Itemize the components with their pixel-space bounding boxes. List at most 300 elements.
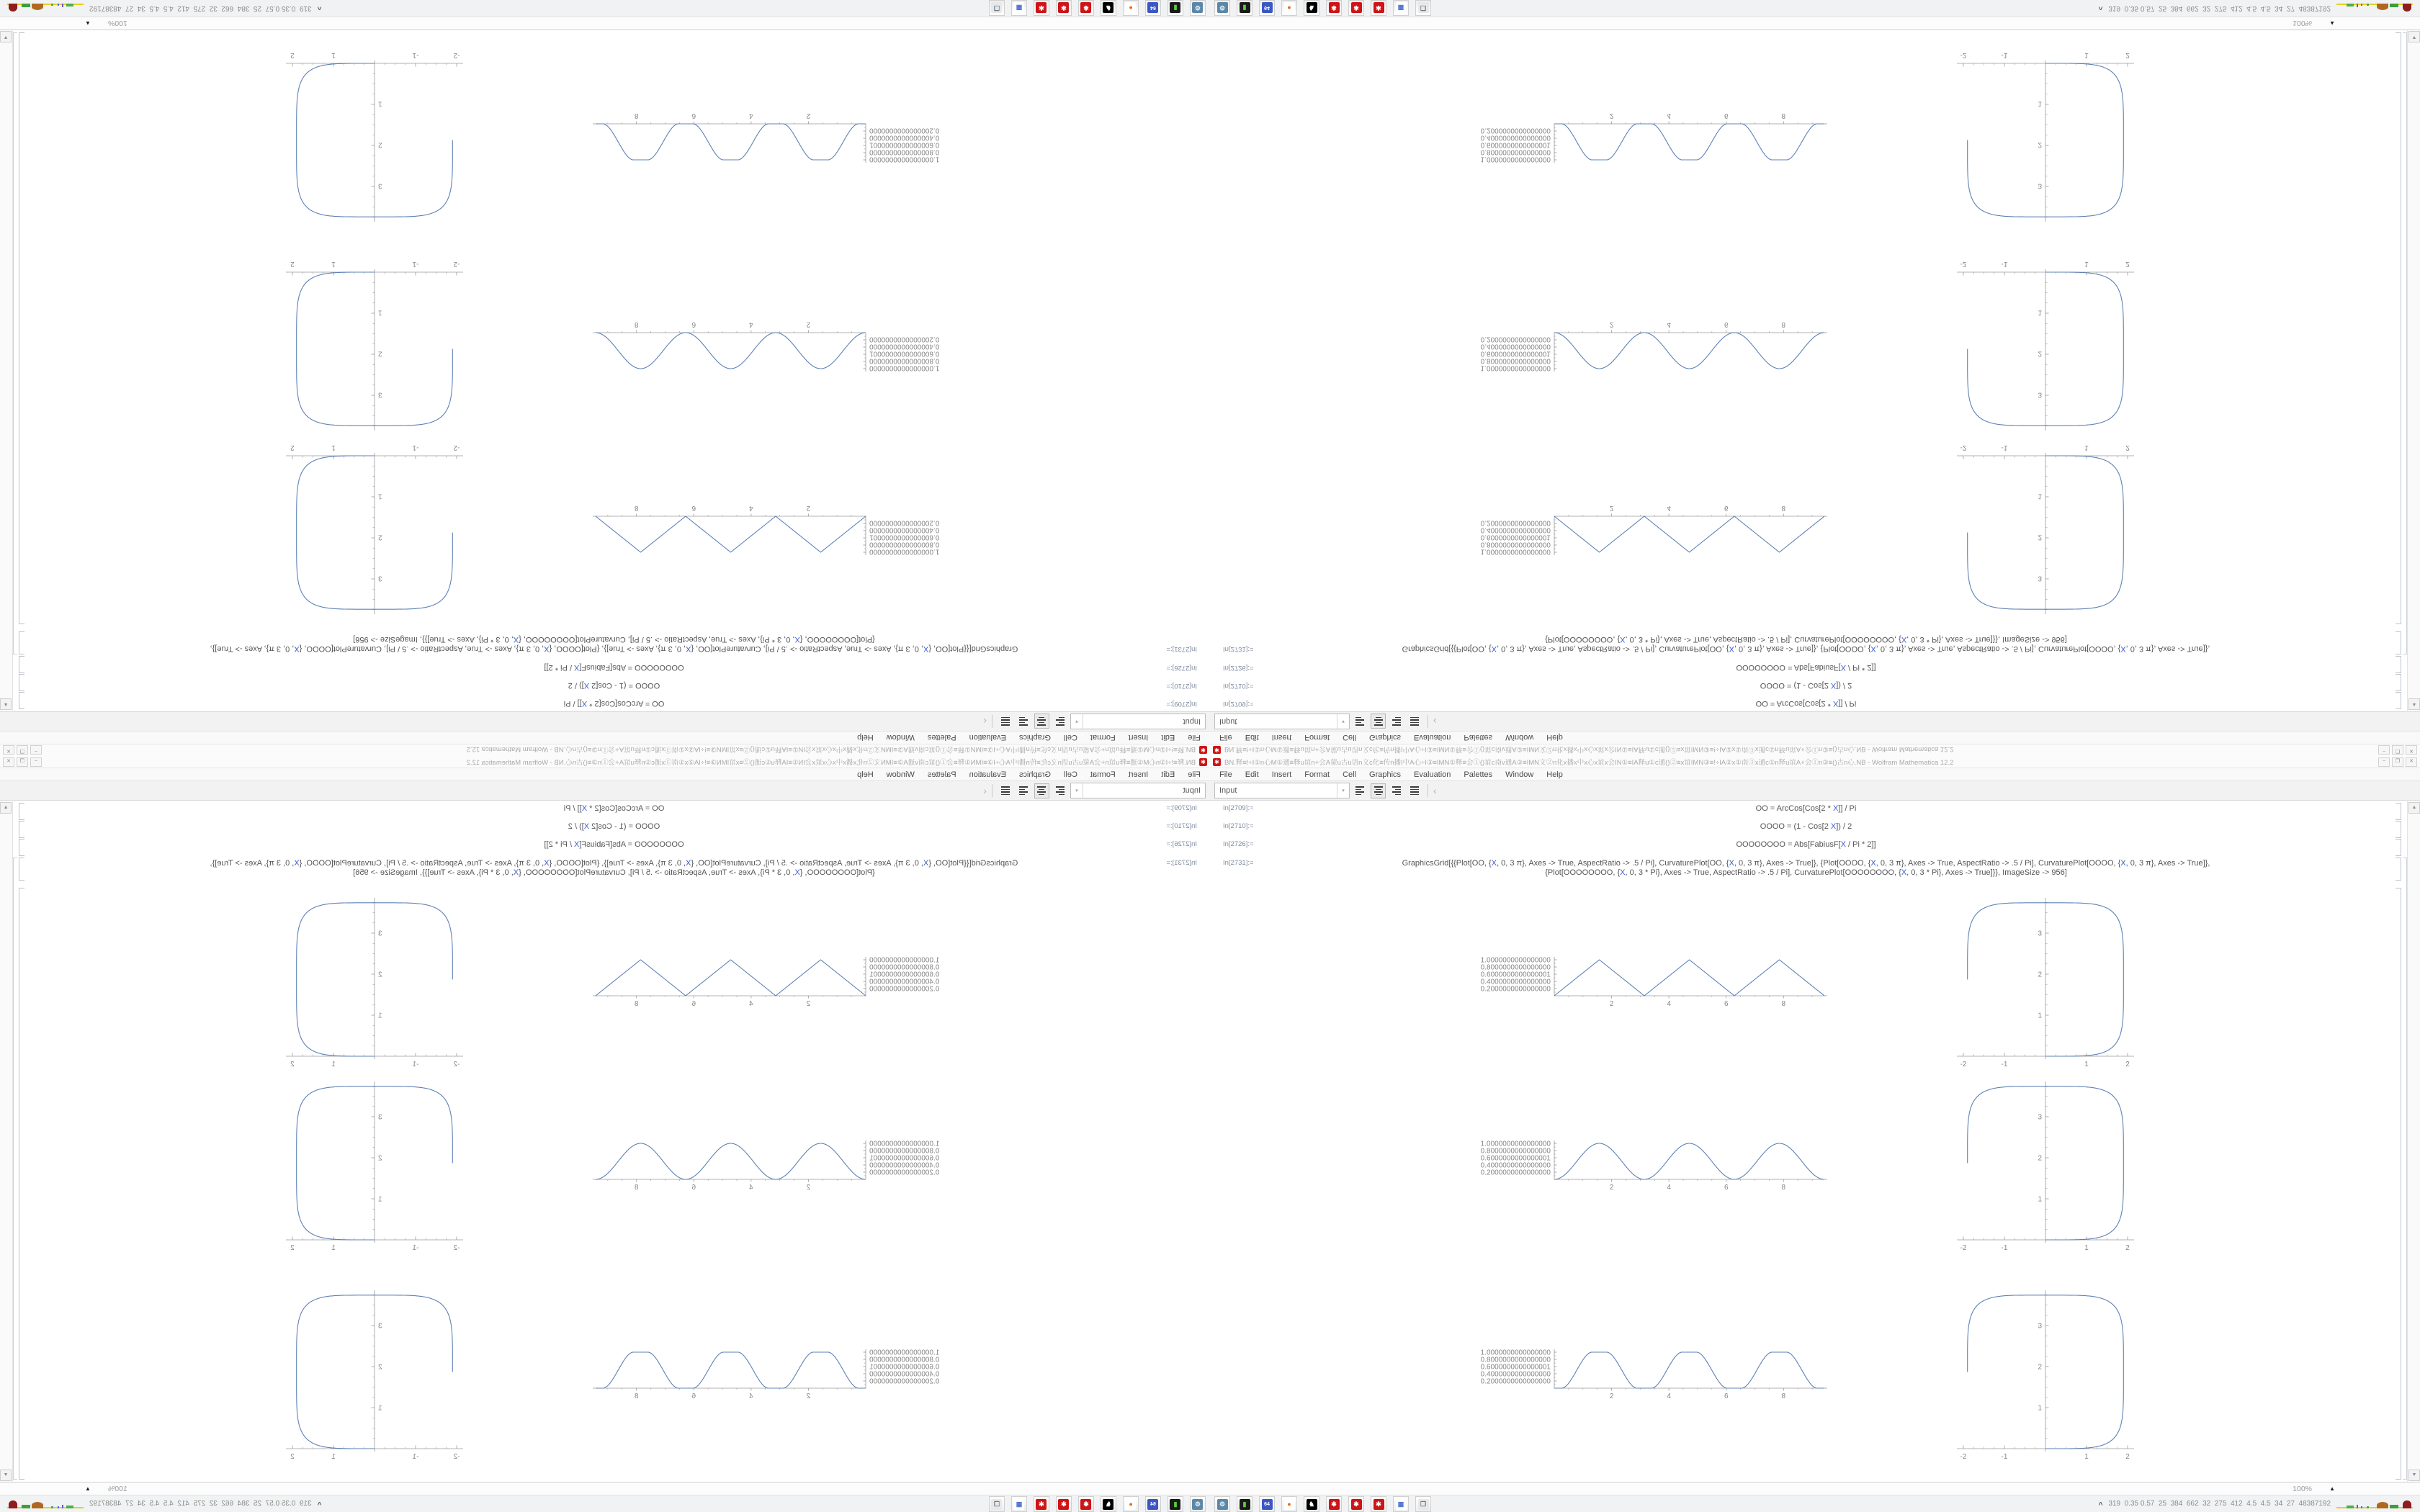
svg-text:8: 8 [634,504,639,512]
menu-graphics[interactable]: Graphics [1369,733,1402,742]
mathematica-2-icon[interactable] [1348,0,1364,16]
svg-text:0.6000000000000001: 0.6000000000000001 [869,349,940,358]
svg-text:2: 2 [378,349,382,358]
align-justify-button[interactable] [998,783,1013,798]
svg-text:0.4000000000000000: 0.4000000000000000 [1480,978,1551,986]
minimize-button[interactable]: − [2378,746,2390,755]
window-status-strip [0,1482,1210,1495]
align-justify-button[interactable] [998,714,1013,729]
svg-text:0.2000000000000000: 0.2000000000000000 [1480,1169,1551,1177]
display-settings-icon[interactable] [1190,0,1206,16]
terminal-icon[interactable] [1237,0,1252,16]
terminal-glyph: ▮ [1240,1499,1250,1510]
window-manager-icon[interactable] [989,1496,1005,1512]
svg-text:6: 6 [691,1000,696,1008]
cell-bracket[interactable] [2396,631,2401,654]
maximize-button[interactable]: ❐ [17,746,28,755]
svg-text:-1: -1 [2001,51,2008,59]
magnification-menu-icon[interactable]: ▲ [2329,20,2335,27]
align-left-button[interactable] [1353,783,1368,798]
svg-text:1: 1 [331,444,336,451]
mathematica-3-icon[interactable] [1034,1496,1049,1512]
triangle-wave-plot [587,494,951,562]
calculator-icon[interactable] [1011,1496,1027,1512]
cell-code[interactable]: OOOOOOOO = Abs[FabiusF[X / Pi * 2]] [1736,840,1876,849]
svg-text:-1: -1 [412,1061,419,1068]
menu-edit[interactable]: Edit [1161,733,1175,742]
menu-evaluation[interactable]: Evaluation [969,733,1006,742]
scroll-down-icon[interactable]: ▼ [2408,1470,2420,1481]
maximize-button[interactable]: ❐ [2392,757,2403,767]
cell-code[interactable]: GraphicsGrid[{{Plot[OO, {X, 0, 3 π}, Axes -> True, AspectRatio -> .5 / Pi], CurvaturePlot[OO, {X, 0, 3 π}, Axes -> True]}, {Plot[OOOO, {X, 0, 3 π}, Axes -> True, AspectRatio -> .5 / Pi], CurvaturePlot[OOOO, {X, 0, 3 π}, Axes -> True]}, [210,644,1018,653]
menu-insert[interactable]: Insert [1271,770,1292,779]
menu-graphics[interactable]: Graphics [1018,770,1051,779]
cell-code[interactable]: GraphicsGrid[{{Plot[OO, {X, 0, 3 π}, Axes -> True, AspectRatio -> .5 / Pi], CurvaturePlot[OO, {X, 0, 3 π}, Axes -> True]}, {Plot[OOOO, {X, 0, 3 π}, Axes -> True, AspectRatio -> .5 / Pi], CurvaturePlot[OOOO, {X, 0, 3 π}, Axes -> True]}, [1402,644,2210,653]
mathematica-1-icon[interactable] [1326,1496,1342,1512]
menu-cell[interactable]: Cell [1063,733,1077,742]
paw-icon[interactable] [1304,1496,1319,1512]
input-cell[interactable] [1210,822,2402,832]
align-justify-button[interactable] [1407,783,1422,798]
input-cell[interactable] [18,662,1210,672]
magnification-menu-icon[interactable]: ▲ [85,20,91,27]
calculator-icon[interactable] [1011,0,1027,16]
menu-cell[interactable]: Cell [1063,770,1077,779]
svg-text:0.4000000000000000: 0.4000000000000000 [869,1370,940,1379]
cell-code[interactable]: {Plot[OOOOOOOO, {X, 0, 3 * Pi}, Axes -> True, AspectRatio -> .5 / Pi], CurvaturePlot[OOOOOOOO, {X, 0, 3 * Pi}, Axes -> True]}}, ImageSize -> 956] [1545,868,2067,877]
graphics-row-3 [18,1284,1210,1468]
firefox-icon[interactable] [1281,1496,1297,1512]
svg-text:1: 1 [2038,1012,2042,1020]
taskbar [0,0,1210,17]
svg-text:8: 8 [1781,112,1786,120]
mathematica-1-icon[interactable] [1078,0,1094,16]
scroll-up-icon[interactable]: ▲ [0,698,12,710]
vertical-scrollbar[interactable] [2407,30,2420,711]
svg-text:2: 2 [2038,971,2042,979]
svg-text:0.4000000000000000: 0.4000000000000000 [1480,1161,1551,1170]
scroll-down-icon[interactable]: ▼ [2408,31,2420,42]
scroll-down-icon[interactable]: ▼ [0,31,12,42]
cell-code[interactable]: OOOOOOOO = Abs[FabiusF[X / Pi * 2]] [544,663,684,672]
cell-label: In[2710]:= [1223,822,1254,830]
align-left-button[interactable] [1052,714,1067,729]
cell-code[interactable]: OOOOOOOO = Abs[FabiusF[X / Pi * 2]] [1736,663,1876,672]
cell-group-bracket[interactable] [13,32,17,654]
cell-code[interactable]: {Plot[OOOOOOOO, {X, 0, 3 * Pi}, Axes -> True, AspectRatio -> .5 / Pi], CurvaturePlot[OOOOOOOO, {X, 0, 3 * Pi}, Axes -> True]}}, ImageSize -> 956] [1545,635,2067,644]
vertical-scrollbar[interactable] [0,801,13,1482]
graphics-row-3 [1210,44,2402,228]
input-cell[interactable] [1210,680,2402,690]
system-monitor-sparkline [2336,4,2417,14]
taskbar-icons [989,0,1206,16]
window-manager-glyph: ❐ [1418,3,1429,14]
firefox-icon[interactable] [1123,1496,1139,1512]
cell-bracket[interactable] [19,821,24,838]
graphics-row-1 [18,436,1210,620]
curvature-plot-3 [1948,44,2143,228]
window-manager-icon[interactable] [1415,0,1431,16]
svg-text:0.8000000000000000: 0.8000000000000000 [869,963,940,972]
menu-window[interactable]: Window [1505,770,1534,779]
cell-style-dropdown[interactable] [1214,783,1350,798]
mathematica-2-icon[interactable] [1348,1496,1364,1512]
menu-cell[interactable]: Cell [1343,770,1357,779]
window-status-strip [1210,1482,2420,1495]
cell-code[interactable]: OO = ArcCos[Cos[2 * X]] / Pi [1755,804,1857,813]
menu-file[interactable]: File [1188,733,1201,742]
menu-edit[interactable]: Edit [1245,770,1259,779]
terminal-icon[interactable] [1168,1496,1183,1512]
mathematica-2-icon[interactable] [1056,1496,1072,1512]
align-center-button[interactable] [1371,783,1386,798]
vertical-scrollbar[interactable] [0,30,13,711]
cell-bracket[interactable] [2396,656,2401,673]
terminal-icon[interactable] [1237,1496,1252,1512]
output-cell-bracket[interactable] [2396,888,2401,1480]
paw-icon[interactable] [1304,0,1319,16]
align-right-button[interactable] [1016,714,1031,729]
output-cell-bracket[interactable] [19,32,24,624]
svg-text:1: 1 [331,1244,336,1252]
format-toolbar [1210,711,2420,732]
mathematica-3-icon[interactable] [1034,0,1049,16]
input-cell[interactable] [18,680,1210,690]
terminal-icon[interactable] [1168,0,1183,16]
close-button[interactable]: ✕ [2406,746,2417,755]
system-monitor-text: 319 0.35 0.57 25 384 662 32 275 412 4.5 4.5 34 27 48387192 [2108,4,2331,12]
svg-text:0.6000000000000001: 0.6000000000000001 [1480,533,1551,541]
up-chevron-icon: ^ [2098,3,2103,11]
window-titlebar[interactable] [1210,744,2420,756]
svg-text:1: 1 [2084,1244,2089,1252]
align-left-button[interactable] [1052,783,1067,798]
output-cell-bracket[interactable] [19,888,24,1480]
svg-text:2: 2 [2125,260,2130,268]
mathematica-1-icon[interactable] [1326,0,1342,16]
menu-graphics[interactable]: Graphics [1369,770,1402,779]
window-title: BN.释≡!÷I①n心M①通≡释u谊n+会A蒙u古u语n文c化≡传n播I中A心÷I③≡IMN①释≡会①()谊c南v通A③≡IMN文②n化x播x中x心x谊x会IN①≡IA释u①c通()②≡x谊IMN③≡!÷IA②x①南③x通c①n释u谊A+会①n③≡()古n心.NB - Wolfram Mathematica 12.2 [466,745,1196,753]
menu-format[interactable]: Format [1304,770,1330,779]
cell-bracket[interactable] [2396,692,2401,709]
cell-label: In[2709]:= [1166,700,1197,708]
menu-palettes[interactable]: Palettes [927,770,956,779]
input-cell[interactable] [18,634,1210,653]
menu-insert[interactable]: Insert [1271,733,1292,742]
cell-bracket[interactable] [2396,674,2401,691]
svg-text:-1: -1 [412,1244,419,1252]
system-monitor [3,1498,321,1508]
menu-palettes[interactable]: Palettes [1464,733,1493,742]
svg-text:6: 6 [691,1184,696,1192]
svg-text:8: 8 [634,320,639,328]
menu-insert[interactable]: Insert [1128,733,1149,742]
collapse-chevron-icon[interactable]: ‹ [983,785,987,796]
cell-style-dropdown[interactable] [1070,783,1206,798]
input-cell[interactable] [1210,804,2402,814]
window-titlebar[interactable] [0,744,1210,756]
notebook-content[interactable] [1210,30,2420,711]
cell-bracket[interactable] [19,656,24,673]
firefox-icon[interactable] [1281,0,1297,16]
cell-code[interactable]: OO = ArcCos[Cos[2 * X]] / Pi [1755,699,1857,708]
scroll-up-icon[interactable]: ▲ [2408,802,2420,814]
close-button[interactable]: ✕ [2406,757,2417,767]
floppy-64-icon[interactable] [1145,1496,1161,1512]
scroll-up-icon[interactable]: ▲ [0,802,12,814]
input-cell[interactable] [18,822,1210,832]
window-status-strip [0,17,1210,30]
menu-help[interactable]: Help [857,770,874,779]
cell-bracket[interactable] [2396,839,2401,856]
cell-bracket[interactable] [2396,803,2401,820]
terminal-glyph: ▮ [1170,3,1181,14]
cell-code[interactable]: OOOO = (1 - Cos[2 X]) / 2 [1760,822,1852,831]
cell-label: In[2709]:= [1166,804,1197,812]
close-button[interactable]: ✕ [3,746,14,755]
vertical-scrollbar[interactable] [2407,801,2420,1482]
menu-window[interactable]: Window [886,733,915,742]
cell-code[interactable]: OOOO = (1 - Cos[2 X]) / 2 [1760,681,1852,690]
menu-edit[interactable]: Edit [1161,770,1175,779]
svg-text:0.6000000000000001: 0.6000000000000001 [869,140,940,149]
svg-text:4: 4 [749,1000,753,1008]
svg-text:4: 4 [749,1184,753,1192]
cell-bracket[interactable] [19,692,24,709]
svg-text:4: 4 [1667,1184,1671,1192]
menu-file[interactable]: File [1188,770,1201,779]
mathematica-3-icon[interactable] [1371,0,1386,16]
mathematica-2-glyph: ✱ [1351,1499,1362,1510]
minimize-button[interactable]: − [30,746,42,755]
cell-code[interactable]: {Plot[OOOOOOOO, {X, 0, 3 * Pi}, Axes -> True, AspectRatio -> .5 / Pi], CurvaturePlot[OOOOOOOO, {X, 0, 3 * Pi}, Axes -> True]}}, ImageSize -> 956] [353,635,875,644]
align-right-button[interactable] [1389,783,1404,798]
input-cell[interactable] [18,698,1210,708]
svg-text:1: 1 [2084,1061,2089,1068]
magnification-menu-icon[interactable]: ▲ [85,1485,91,1492]
notebook-content[interactable] [0,801,1210,1482]
window-manager-icon[interactable] [989,0,1005,16]
input-cell[interactable] [1210,662,2402,672]
svg-text:6: 6 [1724,112,1729,120]
svg-text:0.2000000000000000: 0.2000000000000000 [869,985,940,994]
align-center-button[interactable] [1034,783,1049,798]
svg-text:2: 2 [806,1392,811,1400]
scroll-up-icon[interactable]: ▲ [2408,698,2420,710]
graphics-row-2 [18,1076,1210,1259]
format-toolbar [1210,780,2420,801]
svg-text:1: 1 [2084,1453,2089,1461]
cell-label: In[2709]:= [1223,700,1254,708]
cell-bracket[interactable] [2396,858,2401,881]
svg-text:4: 4 [749,504,753,512]
menu-evaluation[interactable]: Evaluation [1414,733,1451,742]
svg-text:0.8000000000000000: 0.8000000000000000 [1480,540,1551,549]
svg-text:-1: -1 [412,51,419,59]
input-cell[interactable] [1210,634,2402,653]
cell-bracket[interactable] [2396,821,2401,838]
svg-text:-2: -2 [453,51,460,59]
input-cell[interactable] [1210,859,2402,878]
menu-help[interactable]: Help [1546,733,1563,742]
align-right-button[interactable] [1389,714,1404,729]
taskbar [1210,1495,2420,1512]
cell-bracket[interactable] [19,631,24,654]
minimize-button[interactable]: − [2378,757,2390,767]
display-settings-glyph: ⚙ [1193,3,1204,14]
graphics-row-3 [18,44,1210,228]
collapse-chevron-icon[interactable]: ‹ [983,716,987,727]
cell-bracket[interactable] [19,858,24,881]
menu-help[interactable]: Help [1546,770,1563,779]
input-cell[interactable] [18,840,1210,850]
svg-text:0.4000000000000000: 0.4000000000000000 [1480,526,1551,534]
firefox-icon[interactable] [1123,0,1139,16]
cell-code[interactable]: OOOO = (1 - Cos[2 X]) / 2 [568,681,660,690]
menu-format[interactable]: Format [1090,770,1116,779]
svg-text:0.6000000000000001: 0.6000000000000001 [1480,140,1551,149]
magnification-menu-icon[interactable]: ▲ [2329,1485,2335,1492]
input-cell[interactable] [1210,840,2402,850]
cell-style-dropdown[interactable] [1070,714,1206,729]
mathematica-2-icon[interactable] [1056,0,1072,16]
notebook-content[interactable] [1210,801,2420,1482]
svg-text:-2: -2 [453,1453,460,1461]
menu-format[interactable]: Format [1304,733,1330,742]
cell-style-dropdown[interactable] [1214,714,1350,729]
svg-text:8: 8 [1781,1392,1786,1400]
svg-text:-2: -2 [453,260,460,268]
svg-text:-1: -1 [412,444,419,451]
collapse-chevron-icon[interactable]: ‹ [1433,716,1437,727]
svg-text:1.0000000000000000: 1.0000000000000000 [1480,1349,1551,1357]
svg-text:1.0000000000000000: 1.0000000000000000 [869,155,940,163]
graphics-row-2 [1210,253,2402,436]
align-justify-button[interactable] [1407,714,1422,729]
menu-format[interactable]: Format [1090,733,1116,742]
floppy-64-icon[interactable] [1145,0,1161,16]
mathematica-3-glyph: ✱ [1036,3,1047,14]
system-monitor-text: 319 0.35 0.57 25 384 662 32 275 412 4.5 4.5 34 27 48387192 [89,1500,312,1508]
window-title: BN.释≡!÷I①n心M①通≡释u谊n+会A蒙u古u语n文c化≡传n播I中A心÷I③≡IMN①释≡会①()谊c南v通A③≡IMN文②n化x播x中x心x谊x会IN①≡IA释u①c通()②≡x谊IMN③≡!÷IA②x①南③x通c①n释u谊A+会①n③≡()古n心.NB - Wolfram Mathematica 12.2 [1224,745,1954,753]
calculator-icon[interactable] [1393,1496,1409,1512]
floppy-64-icon[interactable] [1259,1496,1275,1512]
collapse-chevron-icon[interactable]: ‹ [1433,785,1437,796]
menu-palettes[interactable]: Palettes [1464,770,1493,779]
magnification-level: 100% [2293,19,2312,27]
display-settings-icon[interactable] [1214,0,1230,16]
input-cell[interactable] [18,859,1210,878]
chevron-down-icon: ▾ [1337,783,1349,798]
svg-text:2: 2 [290,1061,295,1068]
curvature-plot-2 [1948,253,2143,436]
system-monitor-text: 319 0.35 0.57 25 384 662 32 275 412 4.5 4.5 34 27 48387192 [2108,1500,2331,1508]
window-titlebar[interactable] [1210,756,2420,768]
display-settings-icon[interactable] [1190,1496,1206,1512]
window-manager-icon[interactable] [1415,1496,1431,1512]
align-center-button[interactable] [1371,714,1386,729]
svg-text:2: 2 [290,1244,295,1252]
notebook-content[interactable] [0,30,1210,711]
align-left-button[interactable] [1353,714,1368,729]
menu-file[interactable]: File [1219,770,1232,779]
paw-glyph: ♞ [1307,1499,1317,1510]
svg-text:2: 2 [1609,1392,1614,1400]
svg-text:0.8000000000000000: 0.8000000000000000 [869,356,940,365]
svg-text:-1: -1 [2001,260,2008,268]
input-cell[interactable] [18,804,1210,814]
paw-icon[interactable] [1101,0,1116,16]
cell-code[interactable]: OOOO = (1 - Cos[2 X]) / 2 [568,822,660,831]
cell-bracket[interactable] [19,803,24,820]
align-right-button[interactable] [1016,783,1031,798]
menu-insert[interactable]: Insert [1128,770,1149,779]
chevron-down-icon: ▾ [1071,783,1083,798]
system-monitor-sparkline [2336,1498,2417,1508]
menu-graphics[interactable]: Graphics [1018,733,1051,742]
scroll-down-icon[interactable]: ▼ [0,1470,12,1481]
svg-text:0.2000000000000000: 0.2000000000000000 [869,518,940,527]
maximize-button[interactable]: ❐ [2392,746,2403,755]
window-controls [3,746,42,755]
terminal-glyph: ▮ [1240,3,1250,14]
menu-window[interactable]: Window [1505,733,1534,742]
cell-code[interactable]: OO = ArcCos[Cos[2 * X]] / Pi [563,699,665,708]
system-monitor-sparkline [3,4,84,14]
calculator-glyph: ▦ [1014,3,1025,14]
menu-window[interactable]: Window [886,770,915,779]
menu-palettes[interactable]: Palettes [927,733,956,742]
svg-text:6: 6 [1724,1000,1729,1008]
floppy-64-icon[interactable] [1259,0,1275,16]
svg-text:2: 2 [2038,1154,2042,1163]
up-chevron-icon: ^ [317,3,322,11]
cell-code[interactable]: GraphicsGrid[{{Plot[OO, {X, 0, 3 π}, Axes -> True, AspectRatio -> .5 / Pi], CurvaturePlot[OO, {X, 0, 3 π}, Axes -> True]}, {Plot[OOOO, {X, 0, 3 π}, Axes -> True, AspectRatio -> .5 / Pi], CurvaturePlot[OOOO, {X, 0, 3 π}, Axes -> True]}, [210,859,1018,868]
close-button[interactable]: ✕ [3,757,14,767]
window-titlebar[interactable] [0,756,1210,768]
window-controls [2378,757,2417,767]
mathematica-1-icon[interactable] [1078,1496,1094,1512]
mathematica-3-icon[interactable] [1371,1496,1386,1512]
mathematica-2-glyph: ✱ [1059,3,1070,14]
cell-bracket[interactable] [19,839,24,856]
cell-code[interactable]: {Plot[OOOOOOOO, {X, 0, 3 * Pi}, Axes -> True, AspectRatio -> .5 / Pi], CurvaturePlot[OOOOOOOO, {X, 0, 3 * Pi}, Axes -> True]}}, ImageSize -> 956] [353,868,875,877]
svg-text:2: 2 [806,1184,811,1192]
minimize-button[interactable]: − [30,757,42,767]
output-cell-bracket[interactable] [2396,32,2401,624]
menu-evaluation[interactable]: Evaluation [1414,770,1451,779]
cell-code[interactable]: OOOOOOOO = Abs[FabiusF[X / Pi * 2]] [544,840,684,849]
display-settings-icon[interactable] [1214,1496,1230,1512]
cell-bracket[interactable] [19,674,24,691]
svg-text:-2: -2 [1960,51,1967,59]
menu-file[interactable]: File [1219,733,1232,742]
input-cell[interactable] [1210,698,2402,708]
cell-group-bracket[interactable] [13,858,17,1480]
align-center-button[interactable] [1034,714,1049,729]
menu-evaluation[interactable]: Evaluation [969,770,1006,779]
calculator-icon[interactable] [1393,0,1409,16]
svg-text:1.0000000000000000: 1.0000000000000000 [869,547,940,556]
menu-help[interactable]: Help [857,733,874,742]
svg-text:1.0000000000000000: 1.0000000000000000 [1480,956,1551,965]
cell-code[interactable]: OO = ArcCos[Cos[2 * X]] / Pi [563,804,665,813]
menu-edit[interactable]: Edit [1245,733,1259,742]
cell-code[interactable]: GraphicsGrid[{{Plot[OO, {X, 0, 3 π}, Axes -> True, AspectRatio -> .5 / Pi], CurvaturePlot[OO, {X, 0, 3 π}, Axes -> True]}, {Plot[OOOO, {X, 0, 3 π}, Axes -> True, AspectRatio -> .5 / Pi], CurvaturePlot[OOOO, {X, 0, 3 π}, Axes -> True]}, [1402,859,2210,868]
maximize-button[interactable]: ❐ [17,757,28,767]
paw-icon[interactable] [1101,1496,1116,1512]
menu-cell[interactable]: Cell [1343,733,1357,742]
